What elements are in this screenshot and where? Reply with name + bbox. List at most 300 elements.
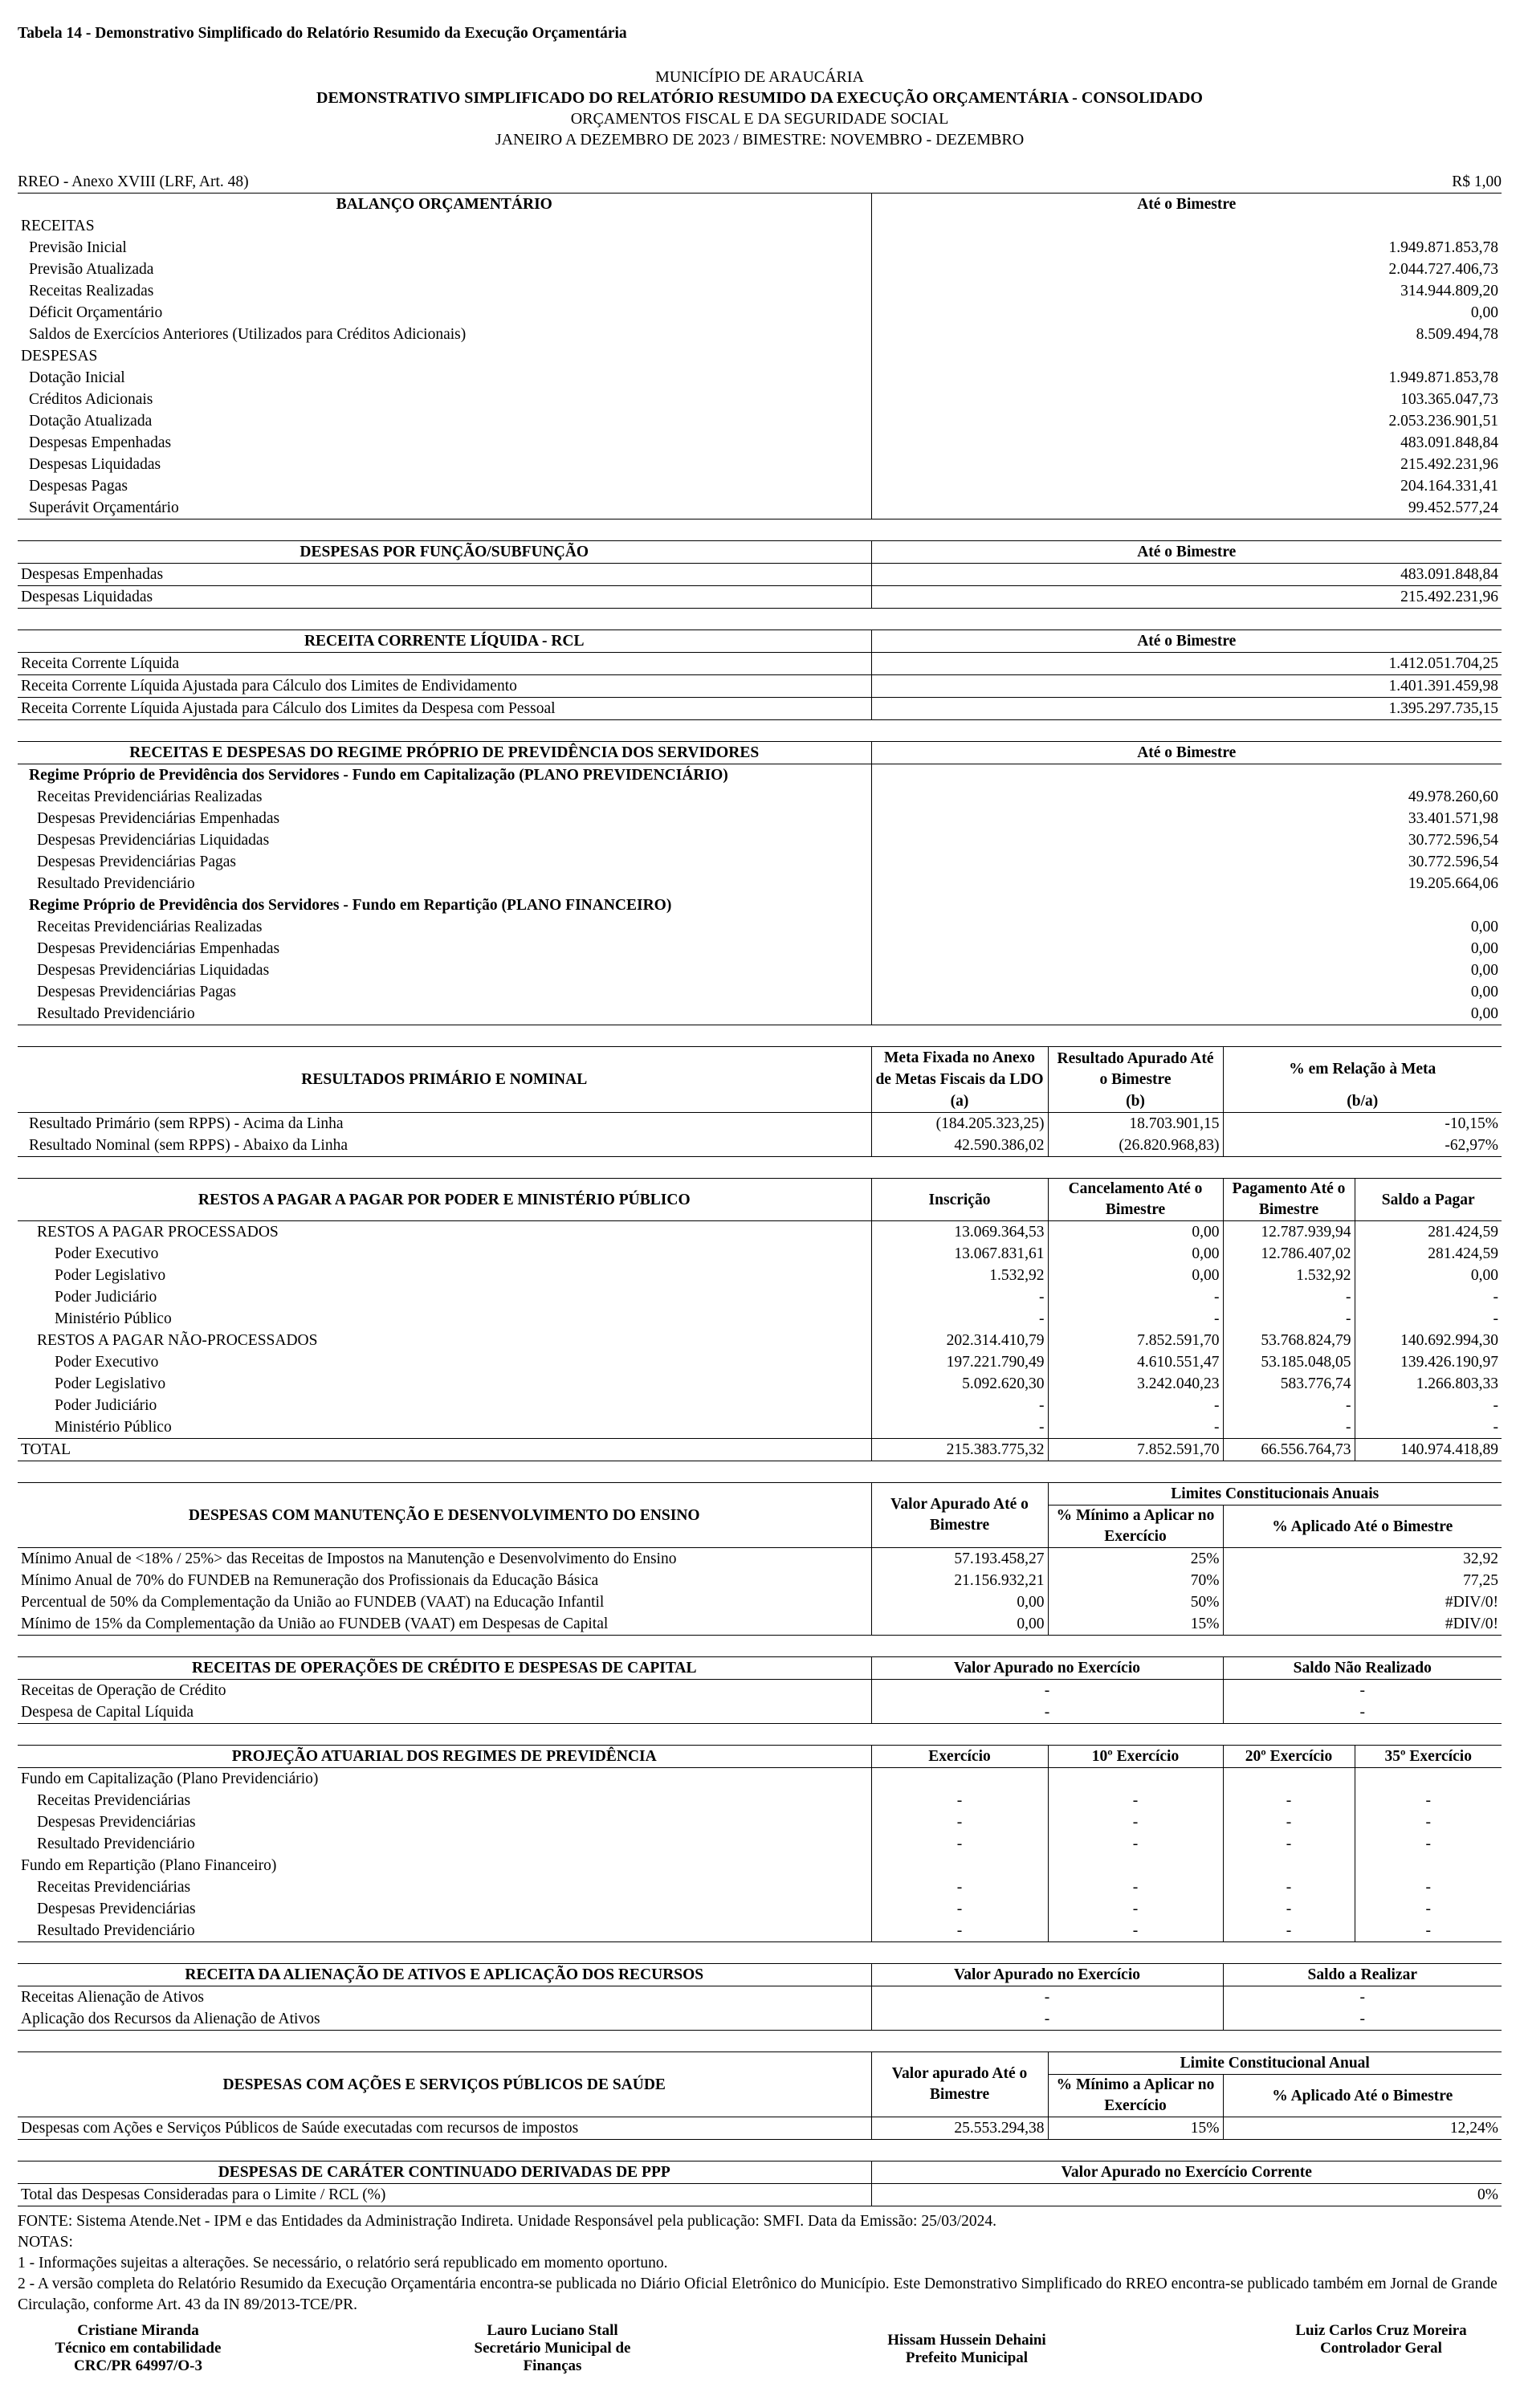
table-row (18, 454, 1502, 475)
row-label: Despesas Liquidadas (18, 586, 871, 609)
restos-title: RESTOS A PAGAR A PAGAR POR PODER E MINISTÉRIO PÚBLICO (198, 1191, 691, 1208)
row-label: Despesas Previdenciárias Empenhadas (37, 810, 280, 827)
table-row (18, 1351, 1502, 1373)
row-percent: -10,15% (1223, 1113, 1502, 1135)
saude-row-min: 15% (1048, 2117, 1223, 2140)
table-row (18, 302, 1502, 324)
row-value: - (1048, 1395, 1223, 1416)
row-label: RESTOS A PAGAR NÃO-PROCESSADOS (37, 1332, 318, 1349)
row-value: - (1355, 1920, 1502, 1942)
row-label: Poder Judiciário (55, 1289, 157, 1306)
saude-title: DESPESAS COM AÇÕES E SERVIÇOS PÚBLICOS DE SAÚDE (222, 2076, 666, 2093)
row-label: Despesas Previdenciárias Liquidadas (37, 832, 270, 849)
row-label: Despesas Empenhadas (18, 564, 871, 586)
fonte-text: FONTE: Sistema Atende.Net - IPM e das Entidades da Administração Indireta. Unidade Responsável pela publicação: SMFI. Data da Emissão: 25/03/2024. (18, 2213, 997, 2230)
saude-row-valor: 25.553.294,38 (871, 2117, 1048, 2140)
row-value: 1.532,92 (871, 1265, 1048, 1286)
table-row (18, 873, 1502, 894)
signature-name: Hissam Hussein Dehaini (887, 2332, 1046, 2349)
row-value: 1.401.391.459,98 (871, 675, 1502, 698)
row-value: 13.069.364,53 (871, 1221, 1048, 1244)
projecao-title: PROJEÇÃO ATUARIAL DOS REGIMES DE PREVIDÊNCIA (231, 1748, 657, 1765)
signature-role-2: Finanças (523, 2357, 582, 2374)
signature-role: Secretário Municipal de (474, 2340, 631, 2357)
row-label: Despesas Previdenciárias Liquidadas (37, 962, 270, 979)
table-row (18, 1986, 1502, 2009)
row-label: Despesas Previdenciárias Empenhadas (37, 940, 280, 957)
row-value: 2.044.727.406,73 (871, 259, 1502, 280)
credito-table (18, 1656, 1502, 1724)
row-label: Mínimo Anual de 70% do FUNDEB na Remuneração dos Profissionais da Educação Básica (21, 1572, 599, 1589)
table-row (18, 367, 1502, 389)
row-value: 99.452.577,24 (871, 497, 1502, 519)
balanco-table (18, 193, 1502, 519)
row-value: 4.610.551,47 (1048, 1351, 1223, 1373)
row-value: 0,00 (1048, 1265, 1223, 1286)
table-row (18, 1833, 1502, 1855)
table-row (18, 1811, 1502, 1833)
row-value: - (1048, 1833, 1223, 1855)
row-meta: (184.205.323,25) (871, 1113, 1048, 1135)
col-percent: % em Relação à Meta (1223, 1047, 1502, 1091)
row-value: 0,00 (1048, 1221, 1223, 1244)
row-value: 1.949.871.853,78 (871, 367, 1502, 389)
restos-total-v3: 66.556.764,73 (1223, 1439, 1355, 1461)
col-resultado: Resultado Apurado Até o Bimestre (1048, 1047, 1223, 1091)
row-value: - (1048, 1416, 1223, 1439)
rpps-title: RECEITAS E DESPESAS DO REGIME PRÓPRIO DE PREVIDÊNCIA DOS SERVIDORES (129, 744, 760, 761)
row-label: Aplicação dos Recursos da Alienação de Ativos (21, 2011, 320, 2027)
row-value: - (1223, 1920, 1355, 1942)
row-label: Percentual de 50% da Complementação da União ao FUNDEB (VAAT) na Educação Infantil (21, 1594, 605, 1611)
table-row (18, 851, 1502, 873)
row-label: Dotação Atualizada (29, 413, 153, 430)
row-value: 0,00 (1048, 1243, 1223, 1265)
balanco-title: BALANÇO ORÇAMENTÁRIO (336, 196, 552, 213)
row-resultado: 18.703.901,15 (1048, 1113, 1223, 1135)
restos-col-3: Pagamento Até o Bimestre (1223, 1179, 1355, 1221)
ensino-col-min: % Mínimo a Aplicar no Exercício (1048, 1506, 1223, 1548)
saude-row-apl: 12,24% (1223, 2117, 1502, 2140)
table-row (18, 938, 1502, 960)
saude-row (18, 2117, 1502, 2140)
ppp-title: DESPESAS DE CARÁTER CONTINUADO DERIVADAS DE PPP (218, 2164, 670, 2181)
row-value: - (1355, 1286, 1502, 1308)
row-valor: - (871, 1701, 1223, 1724)
table-row (18, 675, 1502, 698)
row-value: - (1223, 1811, 1355, 1833)
table-row (18, 1680, 1502, 1702)
row-apl: #DIV/0! (1223, 1591, 1502, 1613)
row-label: Despesas Previdenciárias (37, 1814, 196, 1831)
signature-3 (846, 2322, 1087, 2375)
row-saldo: - (1223, 1701, 1502, 1724)
signature-4 (1261, 2322, 1502, 2375)
row-value: - (871, 1286, 1048, 1308)
row-value: - (1048, 1876, 1223, 1898)
row-value: 0,00 (871, 1003, 1502, 1025)
row-value: - (871, 1833, 1048, 1855)
table-row (18, 259, 1502, 280)
table-row (18, 1395, 1502, 1416)
table-row (18, 237, 1502, 259)
row-value: 0,00 (871, 938, 1502, 960)
ensino-col-valor: Valor Apurado Até o Bimestre (871, 1483, 1048, 1548)
row-label: Resultado Previdenciário (37, 1922, 195, 1939)
row-value: 202.314.410,79 (871, 1330, 1048, 1351)
row-label: Previsão Atualizada (29, 261, 154, 278)
row-resultado: (26.820.968,83) (1048, 1135, 1223, 1157)
row-value: - (1355, 1876, 1502, 1898)
report-period: JANEIRO A DEZEMBRO DE 2023 / BIMESTRE: NOVEMBRO - DEZEMBRO (495, 131, 1025, 149)
row-value: - (871, 1308, 1048, 1330)
table-caption: Tabela 14 - Demonstrativo Simplificado do Relatório Resumido da Execução Orçamentária (18, 25, 627, 42)
row-label: Poder Executivo (55, 1354, 159, 1371)
row-value: 583.776,74 (1223, 1373, 1355, 1395)
row-value: 5.092.620,30 (871, 1373, 1048, 1395)
row-value: 281.424,59 (1355, 1221, 1502, 1244)
projecao-col-4: 35º Exercício (1355, 1746, 1502, 1768)
col-meta: Meta Fixada no Anexo de Metas Fiscais da LDO (871, 1047, 1048, 1091)
row-label: Receitas Previdenciárias Realizadas (37, 788, 263, 805)
signature-name: Luiz Carlos Cruz Moreira (1295, 2322, 1467, 2339)
row-saldo: - (1223, 2008, 1502, 2031)
row-value: 30.772.596,54 (871, 851, 1502, 873)
row-label: Superávit Orçamentário (29, 499, 179, 516)
row-label: Despesa de Capital Líquida (21, 1704, 194, 1721)
table-row (18, 1790, 1502, 1811)
table-row (18, 1920, 1502, 1942)
table-row (18, 653, 1502, 675)
row-value: - (1355, 1811, 1502, 1833)
unit-label: R$ 1,00 (1452, 173, 1502, 190)
restos-col-4: Saldo a Pagar (1355, 1179, 1502, 1221)
table-row (18, 1113, 1502, 1135)
anexo-line (18, 171, 1502, 193)
row-value: - (1048, 1898, 1223, 1920)
row-value: - (1355, 1790, 1502, 1811)
row-apl: #DIV/0! (1223, 1613, 1502, 1636)
table-row (18, 389, 1502, 410)
row-label: Receitas Alienação de Ativos (21, 1989, 204, 2006)
table-row (18, 280, 1502, 302)
row-min: 50% (1048, 1591, 1223, 1613)
row-label: Poder Legislativo (55, 1375, 166, 1392)
row-label: Previsão Inicial (29, 239, 127, 256)
row-value: 13.067.831,61 (871, 1243, 1048, 1265)
row-label: Despesas Liquidadas (29, 456, 161, 473)
projecao-table (18, 1745, 1502, 1942)
col-resultado-sub: (b) (1048, 1090, 1223, 1113)
row-label: Resultado Nominal (sem RPPS) - Abaixo da Linha (29, 1137, 348, 1154)
row-value: 8.509.494,78 (871, 324, 1502, 345)
alienacao-table (18, 1963, 1502, 2031)
table-row (18, 1613, 1502, 1636)
despesas-label: DESPESAS (21, 348, 98, 365)
signature-reg: CRC/PR 64997/O-3 (74, 2357, 202, 2374)
table-row (18, 1221, 1502, 1244)
rcl-title: RECEITA CORRENTE LÍQUIDA - RCL (304, 633, 585, 650)
ppp-col: Valor Apurado no Exercício Corrente (871, 2161, 1502, 2184)
report-header (18, 67, 1502, 150)
ppp-table (18, 2161, 1502, 2206)
row-label: Poder Legislativo (55, 1267, 166, 1284)
row-value: - (1355, 1898, 1502, 1920)
row-value: 19.205.664,06 (871, 873, 1502, 894)
row-valor: - (871, 2008, 1223, 2031)
col-percent-sub: (b/a) (1223, 1090, 1502, 1113)
row-value: - (1223, 1308, 1355, 1330)
report-title: DEMONSTRATIVO SIMPLIFICADO DO RELATÓRIO RESUMIDO DA EXECUÇÃO ORÇAMENTÁRIA - CONSOLIDADO (316, 89, 1203, 107)
projecao-col-1: Exercício (871, 1746, 1048, 1768)
row-label: Despesas Empenhadas (29, 434, 172, 451)
saude-col-valor: Valor apurado Até o Bimestre (871, 2052, 1048, 2117)
row-value: 1.266.803,33 (1355, 1373, 1502, 1395)
row-value: 1.532,92 (1223, 1265, 1355, 1286)
row-valor: - (871, 1680, 1223, 1702)
row-label: RESTOS A PAGAR PROCESSADOS (37, 1224, 279, 1241)
resultados-title: RESULTADOS PRIMÁRIO E NOMINAL (301, 1071, 588, 1088)
table-row (18, 1286, 1502, 1308)
row-label: Ministério Público (55, 1310, 172, 1327)
rpps-table (18, 741, 1502, 1025)
table-row (18, 475, 1502, 497)
resultados-table (18, 1046, 1502, 1157)
row-label: Receitas Realizadas (29, 283, 154, 299)
row-label: Créditos Adicionais (29, 391, 153, 408)
note-2: 2 - A versão completa do Relatório Resumido da Execução Orçamentária encontra-se publicada no Diário Oficial Eletrônico do Município. Este Demonstrativo Simplificado do RREO encontra-se publicado também em Jornal de Grande Circulação, conforme Art. 43 da IN 89/2013-TCE/PR. (18, 2276, 1498, 2313)
row-label: Déficit Orçamentário (29, 304, 163, 321)
credito-title: RECEITAS DE OPERAÇÕES DE CRÉDITO E DESPESAS DE CAPITAL (192, 1660, 697, 1677)
ppp-row (18, 2184, 1502, 2206)
row-label: Mínimo de 15% da Complementação da União ao FUNDEB (VAAT) em Despesas de Capital (21, 1616, 609, 1632)
rcl-table (18, 630, 1502, 720)
ppp-row-value: 0% (871, 2184, 1502, 2206)
ensino-col-limites: Limites Constitucionais Anuais (1048, 1483, 1502, 1506)
row-label: Despesas Previdenciárias Pagas (37, 854, 237, 870)
row-label: Ministério Público (55, 1419, 172, 1436)
row-value: - (871, 1876, 1048, 1898)
row-label: Poder Judiciário (55, 1397, 157, 1414)
row-value: 197.221.790,49 (871, 1351, 1048, 1373)
row-value: - (871, 1416, 1048, 1439)
funcao-title: DESPESAS POR FUNÇÃO/SUBFUNÇÃO (300, 544, 589, 560)
row-label: Receitas Previdenciárias (37, 1792, 191, 1809)
table-row (18, 586, 1502, 609)
signatures (18, 2322, 1502, 2375)
table-row (18, 564, 1502, 586)
row-value: 12.787.939,94 (1223, 1221, 1355, 1244)
row-value: - (871, 1811, 1048, 1833)
balanco-col: Até o Bimestre (871, 194, 1502, 216)
funcao-col: Até o Bimestre (871, 541, 1502, 564)
table-row (18, 1591, 1502, 1613)
row-label: Receitas de Operação de Crédito (21, 1682, 226, 1699)
table-row (18, 981, 1502, 1003)
row-value: 7.852.591,70 (1048, 1330, 1223, 1351)
row-valor: 21.156.932,21 (871, 1570, 1048, 1591)
row-value: 0,00 (871, 981, 1502, 1003)
municipio: MUNICÍPIO DE ARAUCÁRIA (654, 68, 864, 86)
row-label: Mínimo Anual de <18% / 25%> das Receitas de Impostos na Manutenção e Desenvolvimento do Ensino (21, 1550, 677, 1567)
restos-total-v1: 215.383.775,32 (871, 1439, 1048, 1461)
restos-col-2: Cancelamento Até o Bimestre (1048, 1179, 1223, 1221)
note-1: 1 - Informações sujeitas a alterações. Se necessário, o relatório será republicado em momento oportuno. (18, 2255, 668, 2272)
row-value: - (1048, 1811, 1223, 1833)
signature-name: Cristiane Miranda (77, 2322, 199, 2339)
row-saldo: - (1223, 1986, 1502, 2009)
row-value: - (1048, 1920, 1223, 1942)
table-row (18, 1416, 1502, 1439)
row-label: Despesas Pagas (29, 478, 128, 495)
signature-2 (432, 2322, 673, 2375)
row-value: - (871, 1920, 1048, 1942)
projecao-group2: Fundo em Repartição (Plano Financeiro) (21, 1857, 277, 1874)
row-value: 3.242.040,23 (1048, 1373, 1223, 1395)
table-row (18, 808, 1502, 829)
row-value: 53.768.824,79 (1223, 1330, 1355, 1351)
ensino-table (18, 1482, 1502, 1636)
row-value: 204.164.331,41 (871, 475, 1502, 497)
projecao-group1: Fundo em Capitalização (Plano Previdenciário) (21, 1770, 319, 1787)
table-row (18, 2008, 1502, 2031)
row-value: 0,00 (1355, 1265, 1502, 1286)
row-value: 49.978.260,60 (871, 786, 1502, 808)
row-value: - (1355, 1308, 1502, 1330)
row-value: - (1223, 1416, 1355, 1439)
table-row (18, 1570, 1502, 1591)
saude-col-apl: % Aplicado Até o Bimestre (1223, 2075, 1502, 2117)
row-value: - (1048, 1790, 1223, 1811)
table-row (18, 829, 1502, 851)
signature-role: Controlador Geral (1320, 2340, 1442, 2357)
saude-row-label: Despesas com Ações e Serviços Públicos de Saúde executadas com recursos de impostos (21, 2120, 579, 2137)
signature-1 (18, 2322, 259, 2375)
table-row (18, 1330, 1502, 1351)
table-row (18, 1898, 1502, 1920)
projecao-col-2: 10º Exercício (1048, 1746, 1223, 1768)
table-row (18, 1243, 1502, 1265)
notes-title: NOTAS: (18, 2234, 73, 2251)
row-value: - (1355, 1416, 1502, 1439)
signature-name: Lauro Luciano Stall (487, 2322, 618, 2339)
row-value: - (1223, 1395, 1355, 1416)
row-value: - (871, 1790, 1048, 1811)
row-value: - (1048, 1286, 1223, 1308)
row-value: - (1355, 1833, 1502, 1855)
table-row (18, 1373, 1502, 1395)
col-meta-sub: (a) (871, 1090, 1048, 1113)
row-value: 0,00 (871, 302, 1502, 324)
anexo-label: RREO - Anexo XVIII (LRF, Art. 48) (18, 173, 249, 190)
projecao-col-3: 20º Exercício (1223, 1746, 1355, 1768)
row-value: 140.692.994,30 (1355, 1330, 1502, 1351)
row-value: 1.395.297.735,15 (871, 698, 1502, 720)
row-value: - (1223, 1286, 1355, 1308)
table-row (18, 1135, 1502, 1157)
row-value: 215.492.231,96 (871, 586, 1502, 609)
row-value: 103.365.047,73 (871, 389, 1502, 410)
row-value: - (1223, 1876, 1355, 1898)
signature-role: Técnico em contabilidade (55, 2340, 222, 2357)
rpps-group1: Regime Próprio de Previdência dos Servidores - Fundo em Capitalização (PLANO PREVIDENCIÁRIO) (29, 767, 728, 784)
rcl-col: Até o Bimestre (871, 630, 1502, 653)
credito-col1: Valor Apurado no Exercício (871, 1657, 1223, 1680)
funcao-table (18, 540, 1502, 609)
row-value: - (871, 1898, 1048, 1920)
restos-col-1: Inscrição (871, 1179, 1048, 1221)
row-value: 33.401.571,98 (871, 808, 1502, 829)
signature-role: Prefeito Municipal (905, 2349, 1029, 2366)
restos-table (18, 1178, 1502, 1461)
row-min: 15% (1048, 1613, 1223, 1636)
report-page (18, 22, 1502, 2375)
row-valor: - (871, 1986, 1223, 2009)
row-value: 483.091.848,84 (871, 432, 1502, 454)
row-label: Saldos de Exercícios Anteriores (Utilizados para Créditos Adicionais) (29, 326, 467, 343)
table-row (18, 324, 1502, 345)
saude-col-min: % Mínimo a Aplicar no Exercício (1048, 2075, 1223, 2117)
table-row (18, 1308, 1502, 1330)
table-row (18, 1003, 1502, 1025)
row-apl: 32,92 (1223, 1548, 1502, 1571)
credito-col2: Saldo Não Realizado (1223, 1657, 1502, 1680)
table-row (18, 960, 1502, 981)
table-row (18, 1701, 1502, 1724)
table-row (18, 698, 1502, 720)
row-value: 215.492.231,96 (871, 454, 1502, 475)
row-apl: 77,25 (1223, 1570, 1502, 1591)
row-value: 0,00 (871, 960, 1502, 981)
row-label: Resultado Previdenciário (37, 875, 195, 892)
row-label: Receita Corrente Líquida Ajustada para Cálculo dos Limites da Despesa com Pessoal (18, 698, 871, 720)
alienacao-col2: Saldo a Realizar (1223, 1964, 1502, 1986)
table-row (18, 1876, 1502, 1898)
row-value: 12.786.407,02 (1223, 1243, 1355, 1265)
row-valor: 0,00 (871, 1613, 1048, 1636)
row-valor: 57.193.458,27 (871, 1548, 1048, 1571)
row-min: 70% (1048, 1570, 1223, 1591)
row-percent: -62,97% (1223, 1135, 1502, 1157)
restos-total-label: TOTAL (21, 1441, 71, 1458)
rpps-col: Até o Bimestre (871, 742, 1502, 764)
row-label: Dotação Inicial (29, 369, 125, 386)
receitas-label: RECEITAS (21, 218, 95, 234)
row-value: - (1048, 1308, 1223, 1330)
row-meta: 42.590.386,02 (871, 1135, 1048, 1157)
ppp-row-label: Total das Despesas Consideradas para o Limite / RCL (%) (21, 2186, 386, 2203)
row-value: - (1223, 1790, 1355, 1811)
row-label: Receitas Previdenciárias Realizadas (37, 919, 263, 935)
row-value: 0,00 (871, 916, 1502, 938)
table-row (18, 916, 1502, 938)
row-min: 25% (1048, 1548, 1223, 1571)
row-value: - (1355, 1395, 1502, 1416)
row-label: Resultado Previdenciário (37, 1005, 195, 1022)
row-value: 1.949.871.853,78 (871, 237, 1502, 259)
row-label: Resultado Previdenciário (37, 1836, 195, 1852)
table-row (18, 1265, 1502, 1286)
row-label: Despesas Previdenciárias Pagas (37, 984, 237, 1000)
report-subtitle: ORÇAMENTOS FISCAL E DA SEGURIDADE SOCIAL (570, 110, 949, 128)
row-saldo: - (1223, 1680, 1502, 1702)
row-label: Resultado Primário (sem RPPS) - Acima da Linha (29, 1115, 344, 1132)
restos-total-v2: 7.852.591,70 (1048, 1439, 1223, 1461)
saude-table (18, 2051, 1502, 2140)
table-row (18, 410, 1502, 432)
row-value: - (1223, 1898, 1355, 1920)
saude-col-limite: Limite Constitucional Anual (1048, 2052, 1502, 2075)
